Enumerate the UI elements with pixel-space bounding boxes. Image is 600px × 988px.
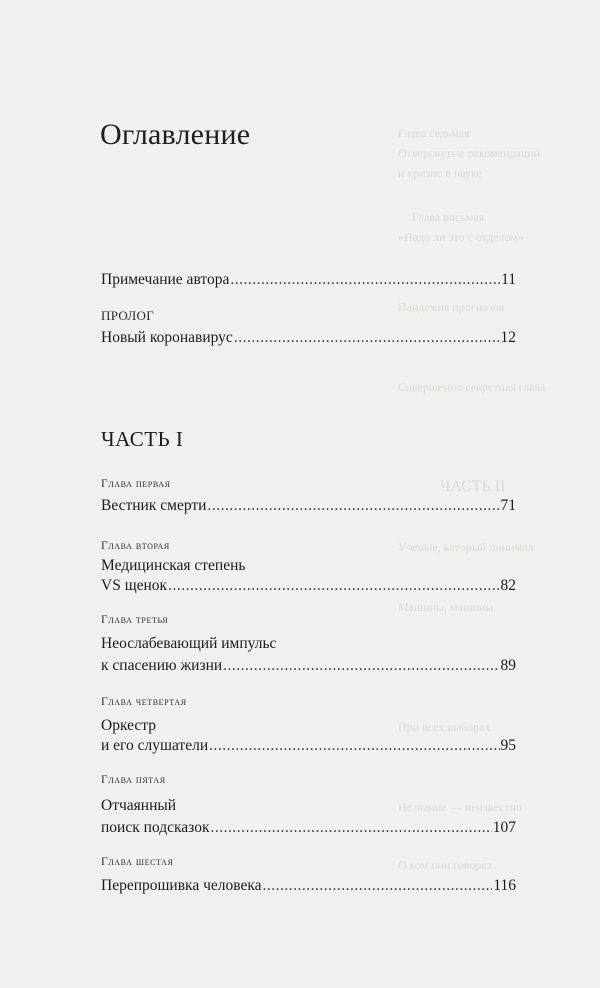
leader-dots — [209, 736, 499, 756]
toc-page-number: 89 — [500, 657, 516, 674]
show-through-text: ЧАСТЬ II — [440, 478, 506, 495]
leader-dots — [223, 656, 499, 676]
toc-entry-text: Перепрошивка человека — [101, 877, 262, 894]
leader-dots — [263, 876, 493, 896]
toc-page-number: 12 — [500, 329, 516, 346]
show-through-text: При всех выборах — [398, 720, 491, 734]
toc-entry-text: поиск подсказок — [101, 819, 210, 836]
toc-entry-text-line: Медицинская степень — [101, 557, 246, 574]
toc-entry-text: и его слушатели — [101, 737, 209, 754]
show-through-text: «Надо ли это с отделом» — [398, 230, 524, 244]
show-through-text: и кризис в науке — [398, 166, 482, 180]
toc-entry-text: Вестник смерти — [101, 497, 207, 514]
toc-entry-chapter-2[interactable] — [101, 576, 516, 596]
toc-entry-chapter-1[interactable] — [101, 496, 516, 516]
toc-entry-text: Примечание автора — [101, 271, 230, 288]
part-heading: ЧАСТЬ I — [101, 427, 184, 451]
toc-page-number: 116 — [493, 877, 516, 894]
toc-entry-text-line: Оркестр — [101, 717, 156, 734]
toc-entry-text-line: Неослабевающий импульс — [101, 635, 277, 652]
leader-dots — [234, 328, 500, 348]
leader-dots — [210, 818, 491, 838]
show-through-text: Пандемия прогнозов — [398, 300, 505, 314]
leader-dots — [207, 496, 499, 516]
toc-entry-text: к спасению жизни — [101, 657, 223, 674]
chapter-label: Глава первая — [101, 478, 171, 490]
toc-entry-text: Новый коронавирус — [101, 329, 233, 346]
chapter-label: Глава пятая — [101, 774, 166, 786]
show-through-text: О ком они говорят — [398, 858, 493, 872]
toc-entry-text-line: Отчаянный — [101, 797, 177, 814]
toc-entry-chapter-3[interactable] — [101, 656, 516, 676]
leader-dots — [230, 270, 500, 290]
leader-dots — [168, 576, 499, 596]
show-through-text: Ученые, который понимал — [398, 540, 534, 554]
toc-page-number: 82 — [500, 577, 516, 594]
toc-page-number: 71 — [500, 497, 516, 514]
toc-page-number: 95 — [500, 737, 516, 754]
show-through-text: Незнание — неизвестно — [398, 800, 522, 814]
show-through-text: Отвергнутые рекомендации — [398, 146, 541, 160]
chapter-label: Глава шестая — [101, 856, 174, 868]
show-through-text: Глава восьмая — [412, 210, 485, 224]
toc-entry-chapter-6[interactable] — [101, 876, 516, 896]
toc-page-number: 107 — [492, 819, 516, 836]
toc-entry-chapter-5[interactable] — [101, 818, 516, 838]
chapter-label: Глава четвертая — [101, 696, 187, 708]
show-through-text: Глава седьмая — [398, 126, 470, 140]
chapter-label: Глава вторая — [101, 540, 170, 552]
toc-entry-author-note[interactable] — [101, 270, 516, 290]
toc-page-number: 11 — [501, 271, 516, 288]
toc-entry-prolog[interactable] — [101, 328, 516, 348]
toc-entry-text: VS щенок — [101, 577, 168, 594]
show-through-text: Машины, машины — [398, 600, 494, 614]
toc-entry-chapter-4[interactable] — [101, 736, 516, 756]
prolog-label: ПРОЛОГ — [101, 308, 155, 323]
page-title: Оглавление — [100, 118, 251, 151]
chapter-label: Глава третья — [101, 614, 169, 626]
show-through-text: Совершенно секретная глава — [398, 380, 546, 394]
